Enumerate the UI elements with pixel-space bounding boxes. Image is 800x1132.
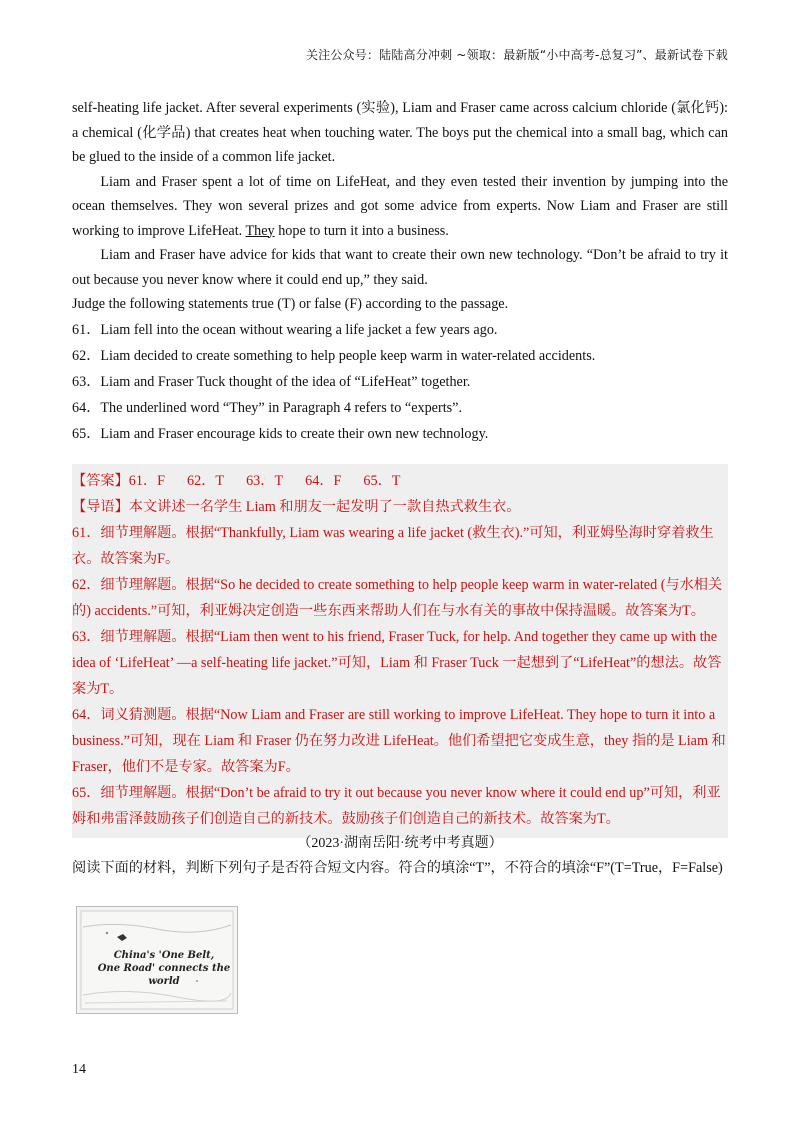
underlined-word: They (245, 222, 275, 239)
answer-label: 【答案】 (72, 473, 129, 489)
answer-guide: 【导语】本文讲述一名学生 Liam 和朋友一起发明了一款自热式救生衣。 (72, 499, 521, 515)
explanation-65: 65．细节理解题。根据“Don’t be afraid to try it out because you never know where it could end up”可知，利亚姆和弗雷泽鼓励孩子们创造自己的新技术。鼓励孩子们创造自己的新技术。故答案为T。 (72, 785, 721, 827)
answer-key-61: 61．F (128, 473, 166, 489)
question-source: （2023·湖南岳阳·统考中考真题） (297, 836, 503, 851)
page-number: 14 (72, 1062, 86, 1077)
newspaper-headline (97, 949, 231, 988)
headline-line-2: One Road' connects the world (97, 963, 231, 987)
answer-key-64: 64．F (305, 473, 342, 489)
paragraph-2-text: Liam and Fraser spent a lot of time on LifeHeat, and they even tested their invention by jumping into the ocean themselves. They won several prizes and got some advice from experts. Now Liam and Fraser are still working to improve LifeHeat. (72, 173, 728, 239)
paragraph-2-text-end: hope to turn it into a business. (274, 222, 449, 239)
passage (72, 96, 728, 447)
explanation-61: 61．细节理解题。根据“Thankfully, Liam was wearing a life jacket (救生衣).”可知，利亚姆坠海时穿着救生衣。故答案为F。 (72, 525, 714, 567)
reading-instructions: 阅读下面的材料，判断下列句子是否符合短文内容。符合的填涂“T”，不符合的填涂“F”(T=True，F=False) (72, 860, 723, 876)
headline-line-1: China's 'One Belt, (113, 950, 215, 961)
passage-paragraph-3: Liam and Fraser have advice for kids that want to create their own new technology. “Don’t be afraid to try it out because you never know where it could end up,” they said. (72, 247, 728, 288)
answer-keys (72, 468, 728, 494)
question-62: 62．Liam decided to create something to help people keep warm in water-related accidents. (72, 347, 596, 364)
answer-key-65: 65．T (363, 473, 401, 489)
answer-key-62: 62．T (187, 473, 225, 489)
explanation-62: 62．细节理解题。根据“So he decided to create something to help people keep warm in water-related (与水相关的) accidents.”可知，利亚姆决定创造一些东西来帮助人们在与水有关的事故中保持温暖。故答案为T。 (72, 577, 723, 619)
passage-paragraph-1: self-heating life jacket. After several experiments (实验), Liam and Fraser came across calcium chloride (氯化钙): a chemical (化学品) that creates heat when touching water. The boys put the chemical into a small bag, which can be glued to the inside of a common life jacket. (72, 100, 728, 165)
question-63: 63．Liam and Fraser Tuck thought of the idea of “LifeHeat” together. (72, 373, 471, 390)
answer-section (72, 464, 728, 838)
task-instruction: Judge the following statements true (T) or false (F) according to the passage. (72, 296, 509, 312)
answer-key-63: 63．T (246, 473, 284, 489)
explanation-64: 64．词义猜测题。根据“Now Liam and Fraser are still working to improve LifeHeat. They hope to turn it into a business.”可知，现在 Liam 和 Fraser 仍在努力改进 LifeHeat。他们希望把它变成生意，they 指的是 Liam 和 Fraser，他们不是专家。故答案为F。 (72, 707, 726, 775)
newspaper-image (76, 906, 238, 1014)
question-64: 64．The underlined word “They” in Paragraph 4 refers to “experts”. (72, 399, 463, 416)
explanation-63: 63．细节理解题。根据“Liam then went to his friend, Fraser Tuck, for help. And together they came up with the idea of ‘LifeHeat’ —a self-heating life jacket.”可知，Liam 和 Fraser Tuck 一起想到了“LifeHeat”的想法。故答案为T。 (72, 629, 722, 697)
question-61: 61．Liam fell into the ocean without wearing a life jacket a few years ago. (72, 321, 498, 338)
page-header: 关注公众号：陆陆高分冲刺 ~领取：最新版“小中高考-总复习”、最新试卷下载 (305, 48, 728, 62)
question-65: 65．Liam and Fraser encourage kids to create their own new technology. (72, 425, 489, 442)
passage-paragraph-2 (72, 170, 728, 244)
